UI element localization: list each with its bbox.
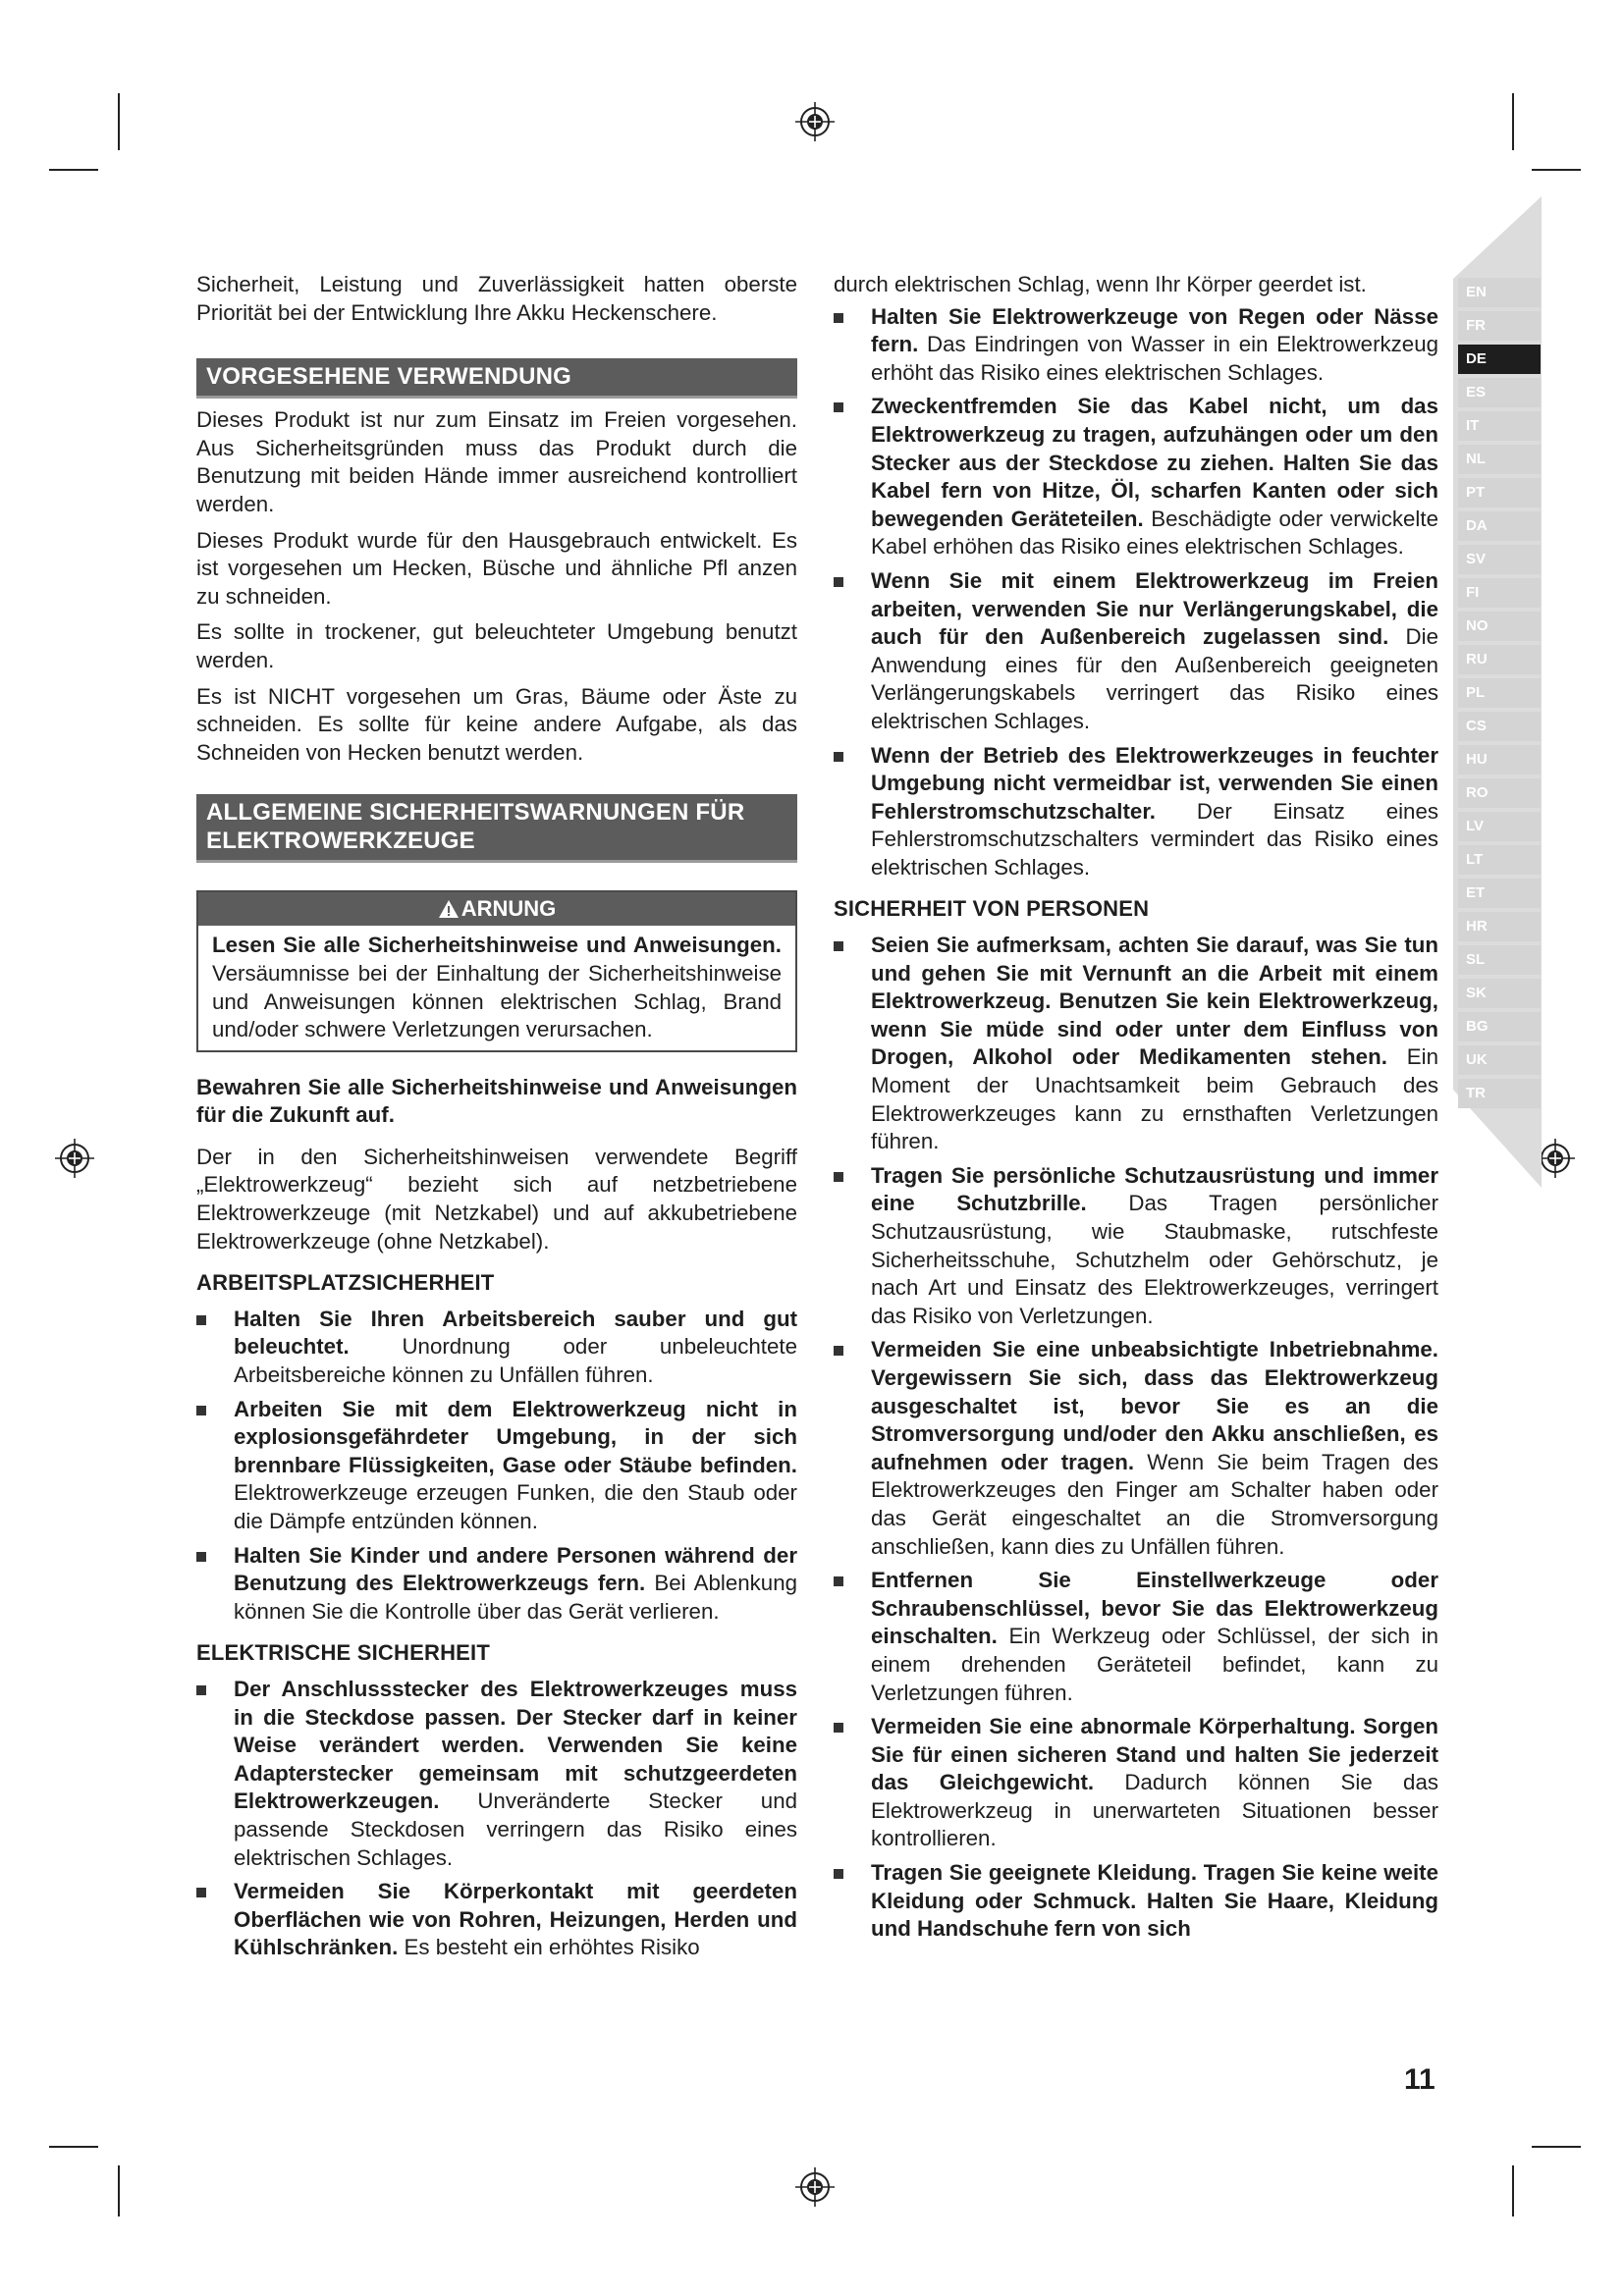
language-tab-da: DA [1458,511,1541,541]
item-text: Die Anwendung eines für den Außenbereich geeigneten Verlängerungskabels verringert das Risiko eines elektrischen Schlages. [871,624,1438,733]
warning-box [196,890,797,1051]
language-tab-bg: BG [1458,1012,1541,1041]
bullet-icon [834,402,843,412]
item-text: Ein Werkzeug oder Schlüssel, der sich in einem drehenden Geräteteil befindet, kann zu Verletzungen führen. [871,1624,1438,1705]
intended-use-heading: VORGESEHENE VERWENDUNG [196,358,797,399]
bullet-icon [834,752,843,762]
bullet-icon [196,1888,206,1897]
language-tab-hu: HU [1458,745,1541,774]
language-tab-lv: LV [1458,812,1541,841]
language-tab-fi: FI [1458,578,1541,608]
language-tab-pt: PT [1458,478,1541,507]
crop-mark [118,93,120,150]
registration-mark-icon [795,102,835,141]
list-item [196,1306,797,1390]
item-bold-text: Halten Sie Ihren Arbeitsbereich sauber und gut beleuchtet. [234,1306,797,1360]
item-bold-text: Arbeiten Sie mit dem Elektrowerkzeug nicht in explosionsgefährdeter Umgebung, in der sich brennbare Flüssigkeiten, Gase oder Stäube befinden. [234,1396,797,1477]
language-tab-et: ET [1458,879,1541,908]
warning-title: ARNUNG [460,896,557,922]
warning-header [198,892,795,926]
bullet-icon [834,577,843,587]
crop-mark [49,2146,98,2148]
intended-use-paragraph: Es ist NICHT vorgesehen um Gras, Bäume oder Äste zu schneiden. Es sollte für keine andere Aufgabe, als das Schneiden von Hecken benutzt werden. [196,683,797,765]
language-tab-ru: RU [1458,645,1541,674]
list-item [834,393,1438,561]
item-bold-text: Der Anschlussstecker des Elektrowerkzeuges muss in die Steckdose passen. Der Stecker darf in keiner Weise verändert werden. Verwenden Sie keine Adapterstecker gemeinsam mit schutzgeerdeten Elektrowerkzeugen. [234,1676,797,1814]
item-text: Der Einsatz eines Fehlerstromschutzschalters vermindert das Risiko eines elektrischen Schlages. [871,798,1438,880]
item-text: Wenn Sie beim Tragen des Elektrowerkzeuges den Finger am Schalter haben oder das Gerät eingeschaltet an die Stromversorgung anschließen, kann dies zu Unfällen führen. [871,1449,1438,1559]
crop-mark [118,2165,120,2216]
item-bold-text: Halten Sie Elektrowerkzeuge von Regen oder Nässe fern. [871,303,1438,357]
item-bold-text: Zweckentfremden Sie das Kabel nicht, um das Elektrowerkzeug zu tragen, aufzuhängen oder um den Stecker aus der Steckdose zu ziehen. Halten Sie das Kabel fern von Hitze, Öl, scharfen Kanten oder sich bewegenden Geräteteilen. [871,394,1438,531]
page-number: 11 [1404,2063,1435,2096]
list-item [834,742,1438,882]
term-definition: Der in den Sicherheitshinweisen verwendete Begriff „Elektrowerkzeug“ bezieht sich auf netzbetriebene Elektrowerkzeuge (mit Netzkabel) und auf akkubetriebene Elektrowerkzeuge (ohne Netzkabel). [196,1144,797,1254]
item-text: Bei Ablenkung können Sie die Kontrolle über das Gerät verlieren. [234,1571,797,1624]
language-tab-no: NO [1458,612,1541,641]
item-bold-text: Tragen Sie geeignete Kleidung. Tragen Sie keine weite Kleidung oder Schmuck. Halten Sie Haare, Kleidung und Handschuhe fern von sich [871,1860,1438,1942]
item-text: Unveränderte Stecker und passende Steckdosen verringern das Risiko eines elektrischen Schlages. [234,1789,797,1870]
intended-use-paragraph: Es sollte in trockener, gut beleuchteter Umgebung benutzt werden. [196,619,797,672]
language-tab-ro: RO [1458,778,1541,808]
list-item [834,1713,1438,1853]
item-bold-text: Vermeiden Sie eine unbeabsichtigte Inbetriebnahme. Vergewissern Sie sich, dass das Elektrowerkzeug ausgeschaltet ist, bevor Sie es an die Stromversorgung und/oder den Akku anschließen, es aufnehmen oder tragen. [871,1337,1438,1474]
language-tab-tr: TR [1458,1079,1541,1108]
language-tab-de: DE [1458,345,1541,374]
workplace-safety-heading: ARBEITSPLATZSICHERHEIT [196,1270,495,1296]
item-bold-text: Vermeiden Sie eine abnormale Körperhaltung. Sorgen Sie für einen sicheren Stand und halten Sie jederzeit das Gleichgewicht. [871,1714,1438,1795]
language-tab-it: IT [1458,411,1541,441]
item-text: Unordnung oder unbeleuchtete Arbeitsbereiche können zu Unfällen führen. [234,1334,797,1388]
item-bold-text: Tragen Sie persönliche Schutzausrüstung und immer eine Schutzbrille. [871,1162,1438,1216]
item-text: Dadurch können Sie das Elektrowerkzeug in unerwarteten Situationen besser kontrollieren. [871,1770,1439,1851]
bullet-icon [834,941,843,951]
intended-use-paragraph: Dieses Produkt ist nur zum Einsatz im Freien vorgesehen. Aus Sicherheitsgründen muss das Produkt durch die Benutzung mit beiden Hände immer ausreichend kontrolliert werden. [196,407,797,516]
item-text: Ein Moment der Unachtsamkeit beim Gebrauch des Elektrowerkzeuges kann zu ernsthaften Verletzungen führen. [871,1044,1439,1154]
item-text: Elektrowerkzeuge erzeugen Funken, die den Staub oder die Dämpfe entzünden können. [234,1480,797,1533]
language-tab-sk: SK [1458,979,1541,1008]
crop-mark [1532,2146,1581,2148]
bullet-icon [834,1346,843,1356]
item-text: Das Eindringen von Wasser in ein Elektrowerkzeug erhöht das Risiko eines elektrischen Schlages. [871,332,1438,385]
list-item [196,1542,797,1627]
list-item [834,1336,1438,1561]
personal-safety-heading: SICHERHEIT VON PERSONEN [834,896,1150,922]
crop-mark [49,169,98,171]
bullet-icon [834,1172,843,1182]
item-text: Beschädigte oder verwickelte Kabel erhöhen das Risiko eines elektrischen Schlages. [871,506,1438,560]
language-tab-es: ES [1458,378,1541,407]
list-item [834,567,1438,736]
bullet-icon [834,313,843,323]
item-bold-text: Seien Sie aufmerksam, achten Sie darauf, was Sie tun und gehen Sie mit Vernunft an die Arbeit mit einem Elektrowerkzeug. Benutzen Sie kein Elektrowerkzeug, wenn Sie müde sind oder unter dem Einfluss von Drogen, Alkohol oder Medikamenten stehen. [871,933,1438,1070]
crop-mark [1512,2165,1514,2216]
crop-mark [1532,169,1581,171]
warning-body [198,926,795,1049]
language-tab-lt: LT [1458,845,1541,875]
list-item [834,303,1438,388]
language-tab-list [1458,278,1541,1112]
language-tab-en: EN [1458,278,1541,307]
left-column [196,271,797,1968]
right-column [834,271,1438,1949]
general-warnings-heading: ALLGEMEINE SICHERHEITSWARNUNGEN FÜR ELEKTROWERKZEUGE [196,794,797,863]
language-tab-pl: PL [1458,678,1541,708]
registration-mark-icon [795,2167,835,2207]
list-item [196,1676,797,1872]
language-tab-sl: SL [1458,945,1541,975]
list-item [196,1878,797,1962]
electrical-safety-heading: ELEKTRISCHE SICHERHEIT [196,1640,490,1666]
bullet-icon [196,1552,206,1562]
item-bold-text: Wenn Sie mit einem Elektrowerkzeug im Freien arbeiten, verwenden Sie nur Verlängerungskabel, die auch für den Außenbereich zugelassen sind. [871,567,1438,650]
registration-mark-icon [1536,1139,1575,1178]
bullet-icon [196,1685,206,1695]
item-bold-text: Wenn der Betrieb des Elektrowerkzeuges in feuchter Umgebung nicht vermeidbar ist, verwenden Sie einen Fehlerstromschutzschalter. [871,742,1438,824]
warning-text: Versäumnisse bei der Einhaltung der Sicherheitshinweise und Anweisungen können elektrischen Schlag, Brand und/oder schwere Verletzungen verursachen. [212,960,782,1042]
list-item [196,1396,797,1536]
list-item [834,1567,1438,1707]
item-bold-text: Entfernen Sie Einstellwerkzeuge oder Schraubenschlüssel, bevor Sie das Elektrowerkzeug einschalten. [871,1568,1438,1649]
language-tab-nl: NL [1458,445,1541,474]
item-bold-text: Halten Sie Kinder und andere Personen während der Benutzung des Elektrowerkzeugs fern. [234,1542,797,1596]
intended-use-paragraph: Dieses Produkt wurde für den Hausgebrauch entwickelt. Es ist vorgesehen um Hecken, Büsche und ähnliche Pfl anzen zu schneiden. [196,527,797,609]
bullet-icon [196,1406,206,1415]
item-text: Das Tragen persönlicher Schutzausrüstung, wie Staubmaske, rutschfeste Sicherheitsschuhe, Schutzhelm oder Gehörschutz, je nach Art und Einsatz des Elektrowerkzeuges, verringert das Risiko von Verletzungen. [871,1191,1439,1328]
language-tab-sv: SV [1458,545,1541,574]
list-item [834,1859,1438,1944]
intro-paragraph: Sicherheit, Leistung und Zuverlässigkeit hatten oberste Priorität bei der Entwicklung Ihre Akku Heckenschere. [196,272,797,325]
warning-bold-text: Lesen Sie alle Sicherheitshinweise und Anweisungen. [212,933,782,958]
bullet-icon [196,1315,206,1325]
list-item [834,932,1438,1156]
crop-mark [1512,93,1514,150]
warning-triangle-icon [438,899,460,919]
list-item [834,1162,1438,1331]
item-text: Es besteht ein erhöhtes Risiko [398,1935,700,1960]
language-tab-hr: HR [1458,912,1541,941]
language-tab-uk: UK [1458,1045,1541,1075]
language-tab-cs: CS [1458,712,1541,741]
keep-instructions-note: Bewahren Sie alle Sicherheitshinweise und Anweisungen für die Zukunft auf. [196,1074,797,1128]
language-tab-fr: FR [1458,311,1541,341]
bullet-icon [834,1723,843,1733]
registration-mark-icon [55,1139,94,1178]
continued-text: durch elektrischen Schlag, wenn Ihr Körper geerdet ist. [834,272,1367,296]
item-bold-text: Vermeiden Sie Körperkontakt mit geerdeten Oberflächen wie von Rohren, Heizungen, Herden und Kühlschränken. [234,1879,797,1960]
bullet-icon [834,1869,843,1879]
bullet-icon [834,1576,843,1586]
